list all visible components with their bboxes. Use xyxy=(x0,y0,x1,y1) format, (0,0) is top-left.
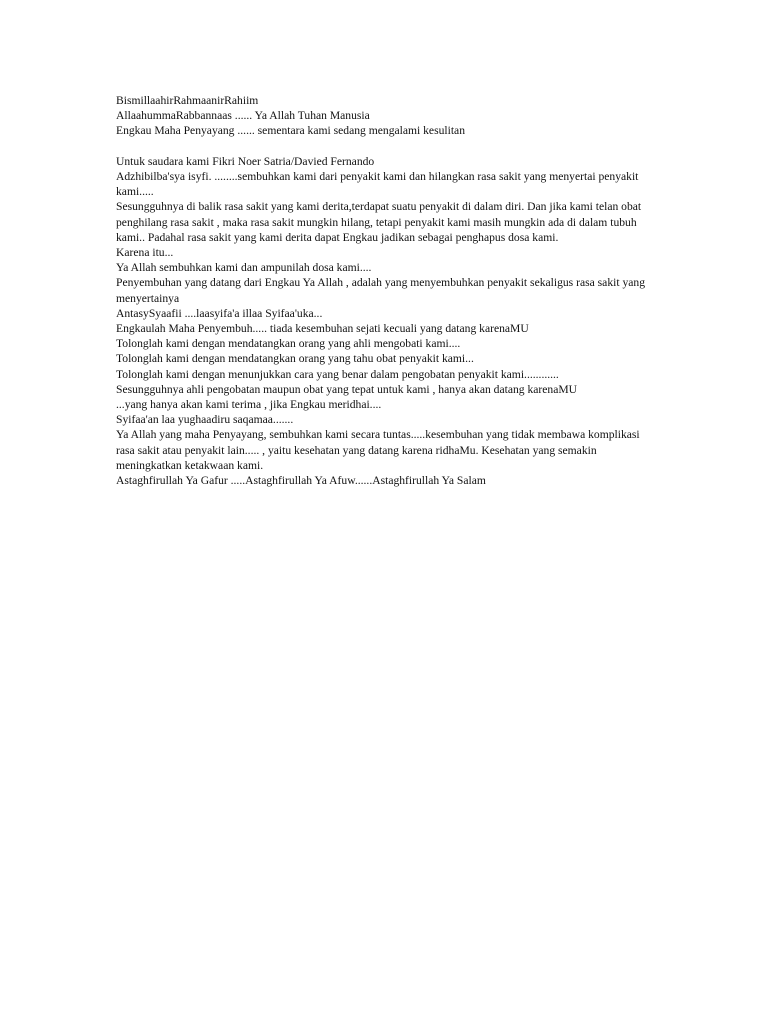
prayer-paragraph: Sesungguhnya ahli pengobatan maupun obat yang tepat untuk kami , hanya akan datang karenaMU xyxy=(116,382,578,396)
prayer-paragraph: Tolonglah kami dengan mendatangkan orang yang tahu obat penyakit kami... xyxy=(116,352,474,366)
prayer-paragraph: Karena itu... xyxy=(116,246,174,260)
prayer-paragraph: AntasySyaafii ....laasyifa'a illaa Syifaa'uka... xyxy=(116,306,323,320)
prayer-paragraph: Adzhibilba'sya isyfi. ........sembuhkan kami dari penyakit kami dan hilangkan rasa sakit yang menyertai penyakit kami..... xyxy=(116,170,639,199)
opening-line: AllaahummaRabbannaas ...... Ya Allah Tuhan Manusia xyxy=(116,109,370,123)
prayer-paragraph: Engkaulah Maha Penyembuh..... tiada kesembuhan sejati kecuali yang datang karenaMU xyxy=(116,322,529,336)
prayer-paragraph: Tolonglah kami dengan mendatangkan orang yang ahli mengobati kami.... xyxy=(116,337,461,351)
prayer-paragraph: ...yang hanya akan kami terima , jika Engkau meridhai.... xyxy=(116,398,382,412)
prayer-paragraph: Ya Allah yang maha Penyayang, sembuhkan kami secara tuntas.....kesembuhan yang tidak membawa komplikasi rasa sakit atau penyakit lain..... , yaitu kesehatan yang datang karena ridhaMu. Kesehatan yang semakin meningkatkan ketakwaan kami. xyxy=(116,428,640,472)
prayer-paragraph: Ya Allah sembuhkan kami dan ampunilah dosa kami.... xyxy=(116,261,372,275)
dedication-line: Untuk saudara kami Fikri Noer Satria/Davied Fernando xyxy=(116,154,375,168)
prayer-paragraph: Penyembuhan yang datang dari Engkau Ya Allah , adalah yang menyembuhkan penyakit sekaligus rasa sakit yang menyertainya xyxy=(116,276,645,305)
closing-line: Astaghfirullah Ya Gafur .....Astaghfirullah Ya Afuw......Astaghfirullah Ya Salam xyxy=(116,474,486,488)
paragraph-gap xyxy=(116,139,656,154)
prayer-paragraph: Sesungguhnya di balik rasa sakit yang kami derita,terdapat suatu penyakit di dalam diri. Dan jika kami telan obat penghilang rasa sakit , maka rasa sakit mungkin hilang, tetapi penyakit kami masih mungkin ada di dalam tubuh kami.. Padahal rasa sakit yang kami derita dapat Engkau jadikan sebagai penghapus dosa kami. xyxy=(116,200,642,244)
opening-line: BismillaahirRahmaanirRahiim xyxy=(116,94,259,107)
prayer-paragraph: Syifaa'an laa yughaadiru saqamaa....... xyxy=(116,413,294,427)
opening-line: Engkau Maha Penyayang ...... sementara kami sedang mengalami kesulitan xyxy=(116,124,465,138)
prayer-paragraph: Tolonglah kami dengan menunjukkan cara yang benar dalam pengobatan penyakit kami............ xyxy=(116,367,559,381)
document-body xyxy=(116,93,656,488)
